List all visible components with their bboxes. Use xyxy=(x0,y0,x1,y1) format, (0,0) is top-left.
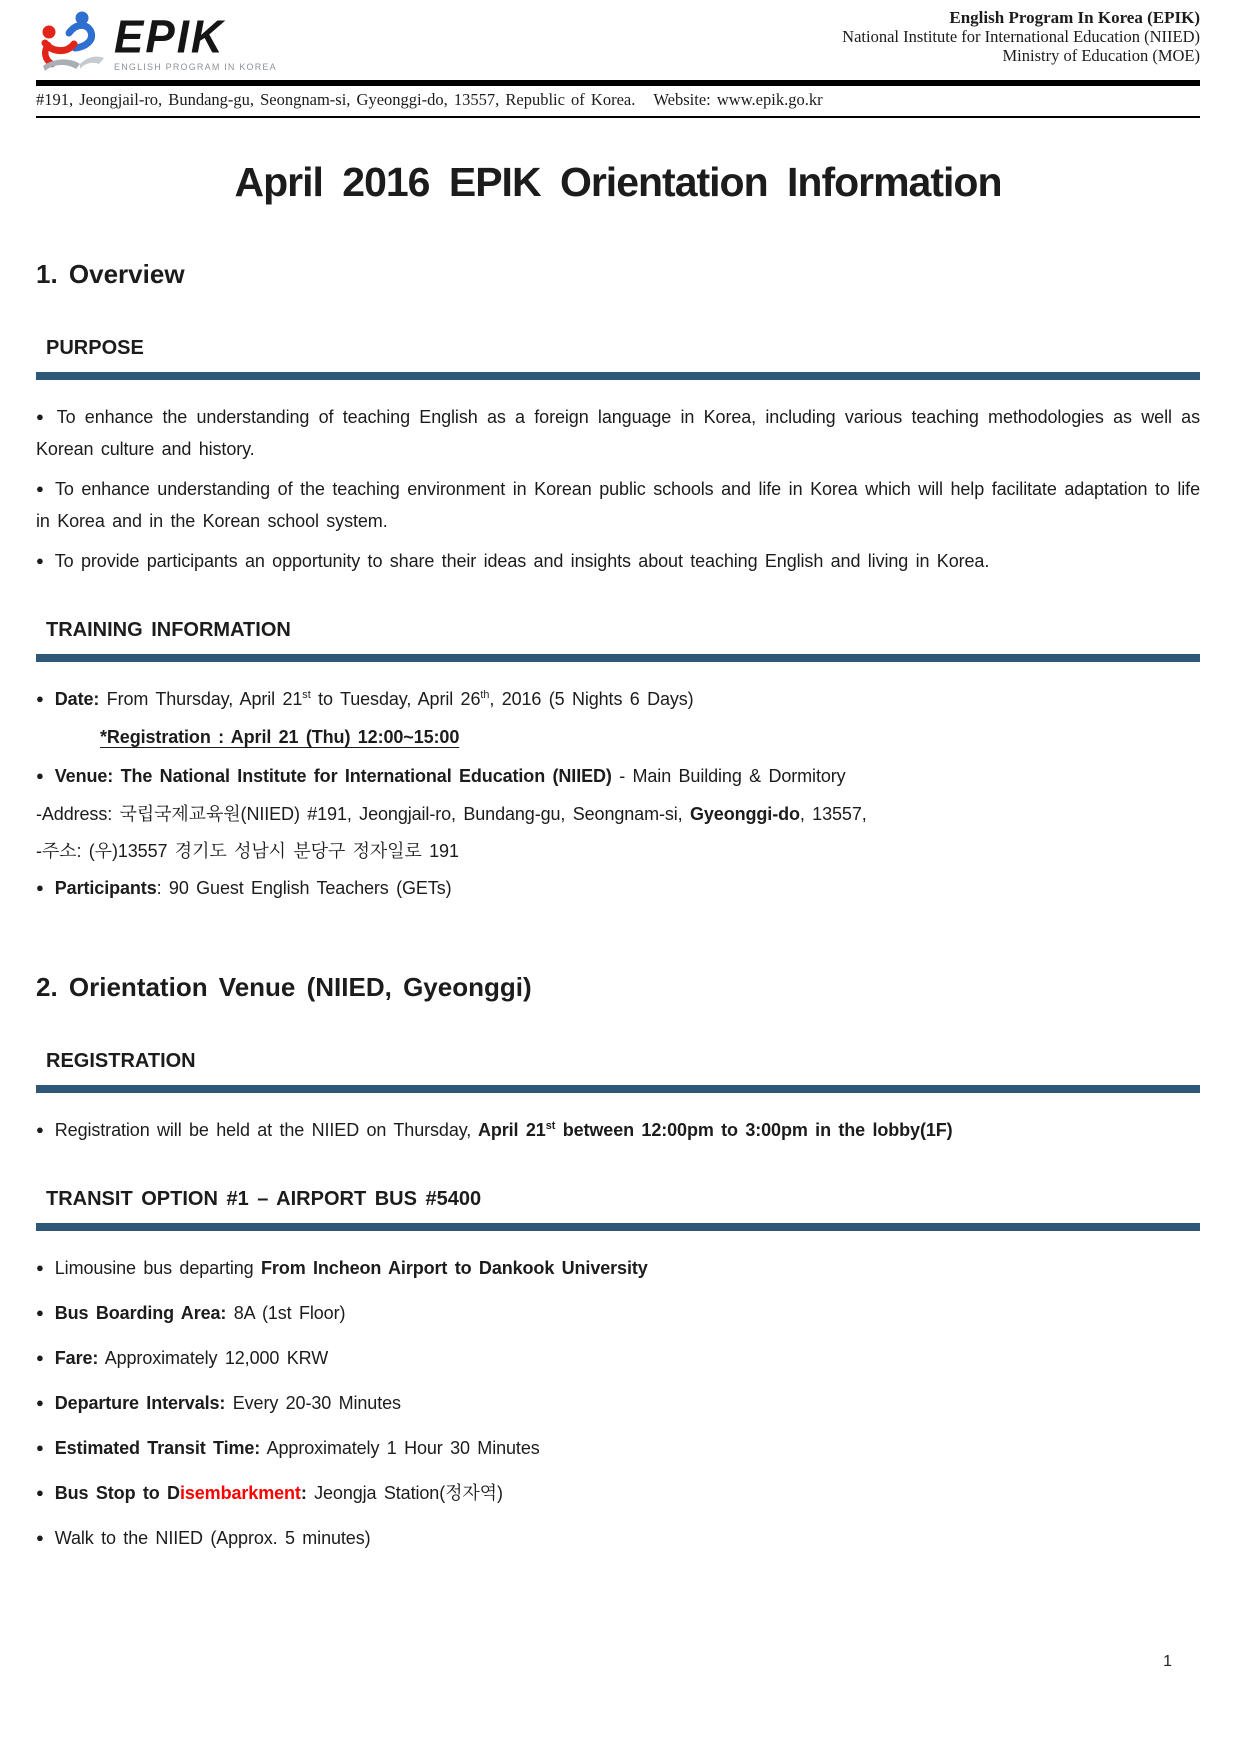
registration-bullet-text: Registration will be held at the NIIED on Thursday, April 21st between 12:00pm to 3:00pm in the lobby(1F) xyxy=(54,1120,953,1140)
page-number: 1 xyxy=(1163,1653,1172,1670)
org-line-epik: English Program In Korea (EPIK) xyxy=(949,8,1200,27)
registration-bullet xyxy=(36,1115,1200,1147)
logo-text-block xyxy=(114,11,277,72)
purpose-bullet-3 xyxy=(36,546,1200,578)
date-bullet xyxy=(36,684,1200,716)
purpose-bullet-1 xyxy=(36,402,1200,465)
epik-figures-icon xyxy=(36,10,110,72)
venue-address-korean xyxy=(36,836,1200,867)
header-address-line: #191, Jeongjail-ro, Bundang-gu, Seongnam-si, Gyeonggi-do, 13557, Republic of Korea. Website: www.epik.go.kr xyxy=(36,90,823,109)
section-overview-heading: 1. Overview xyxy=(36,259,185,289)
epik-logo xyxy=(36,6,277,72)
bullet-icon: ● xyxy=(36,481,44,496)
registration-note xyxy=(36,722,1200,753)
purpose-bullet-2-text: To enhance understanding of the teaching environment in Korean public schools and life in Korea which will help facilitate adaptation to life in Korea and in the Korean school system. xyxy=(36,479,1200,531)
org-line-moe: Ministry of Education (MOE) xyxy=(1002,46,1200,65)
date-bullet-text: Date: From Thursday, April 21st to Tuesday, April 26th, 2016 (5 Nights 6 Days) xyxy=(54,689,694,709)
participants-bullet xyxy=(36,873,1200,905)
purpose-bullet-2 xyxy=(36,474,1200,537)
bullet-icon: ● xyxy=(36,691,44,706)
page-header xyxy=(36,6,1200,118)
bullet-icon: ● xyxy=(36,409,46,424)
venue-address-korean-text: -주소: (우)13557 경기도 성남시 분당구 정자일로 191 xyxy=(36,841,459,861)
registration-heading: REGISTRATION xyxy=(46,1050,196,1072)
training-info-divider-bar xyxy=(36,654,1200,662)
purpose-divider-bar xyxy=(36,372,1200,380)
transit-bullet-fare-text: Fare: Approximately 12,000 KRW xyxy=(54,1348,329,1368)
transit-bullet-fare xyxy=(36,1343,1200,1375)
transit-bullet-limousine xyxy=(36,1253,1200,1285)
org-line-niied: National Institute for International Education (NIIED) xyxy=(842,27,1200,46)
logo-tagline-text: ENGLISH PROGRAM IN KOREA xyxy=(114,62,277,72)
transit-bullet-limousine-text: Limousine bus departing From Incheon Airport to Dankook University xyxy=(54,1258,648,1278)
transit-bullet-boarding-area xyxy=(36,1298,1200,1330)
transit-option-heading: TRANSIT OPTION #1 – AIRPORT BUS #5400 xyxy=(46,1188,482,1210)
transit-bullet-intervals-text: Departure Intervals: Every 20-30 Minutes xyxy=(54,1393,401,1413)
logo-brand-text: EPIK xyxy=(114,11,225,64)
registration-divider-bar xyxy=(36,1085,1200,1093)
transit-option-body xyxy=(36,1253,1200,1555)
training-info-body xyxy=(36,684,1200,905)
purpose-bullet-1-text: To enhance the understanding of teaching English as a foreign language in Korea, including various teaching methodologies as well as Korean culture and history. xyxy=(36,407,1200,459)
participants-bullet-text: Participants: 90 Guest English Teachers (GETs) xyxy=(54,878,452,898)
bullet-icon: ● xyxy=(36,1350,44,1365)
transit-bullet-transit-time xyxy=(36,1433,1200,1465)
header-top-row xyxy=(36,6,1200,78)
header-divider-thin xyxy=(36,116,1200,118)
bullet-icon: ● xyxy=(36,1305,44,1320)
org-info-block xyxy=(842,6,1200,65)
venue-address-english xyxy=(36,799,1200,830)
bullet-icon: ● xyxy=(36,1122,44,1137)
transit-bullet-transit-time-text: Estimated Transit Time: Approximately 1 Hour 30 Minutes xyxy=(54,1438,540,1458)
transit-bullet-walk xyxy=(36,1523,1200,1555)
bullet-icon: ● xyxy=(36,1440,44,1455)
purpose-heading: PURPOSE xyxy=(46,337,144,359)
transit-bullet-boarding-area-text: Bus Boarding Area: 8A (1st Floor) xyxy=(54,1303,346,1323)
registration-note-text: *Registration : April 21 (Thu) 12:00~15:00 xyxy=(100,727,460,747)
bullet-icon: ● xyxy=(36,880,44,895)
transit-option-divider-bar xyxy=(36,1223,1200,1231)
transit-bullet-bus-stop xyxy=(36,1478,1200,1510)
bullet-icon: ● xyxy=(36,1260,44,1275)
transit-bullet-bus-stop-text: Bus Stop to Disembarkment: Jeongja Station(정자역) xyxy=(54,1483,503,1503)
bullet-icon: ● xyxy=(36,1395,44,1410)
transit-bullet-walk-text: Walk to the NIIED (Approx. 5 minutes) xyxy=(54,1528,371,1548)
bullet-icon: ● xyxy=(36,768,44,783)
purpose-body xyxy=(36,402,1200,578)
venue-bullet-text: Venue: The National Institute for International Education (NIIED) - Main Building & Dormitory xyxy=(54,766,846,786)
bullet-icon: ● xyxy=(36,1530,44,1545)
bullet-icon: ● xyxy=(36,553,44,568)
venue-address-english-text: -Address: 국립국제교육원(NIIED) #191, Jeongjail-ro, Bundang-gu, Seongnam-si, Gyeonggi-do, 13557, xyxy=(36,804,867,824)
training-info-heading: TRAINING INFORMATION xyxy=(46,619,291,641)
purpose-bullet-3-text: To provide participants an opportunity to share their ideas and insights about teaching English and living in Korea. xyxy=(54,551,990,571)
venue-bullet xyxy=(36,761,1200,793)
section-venue-heading: 2. Orientation Venue (NIIED, Gyeonggi) xyxy=(36,972,532,1002)
registration-body xyxy=(36,1115,1200,1147)
transit-bullet-intervals xyxy=(36,1388,1200,1420)
bullet-icon: ● xyxy=(36,1485,44,1500)
document-title: April 2016 EPIK Orientation Information xyxy=(234,159,1002,205)
